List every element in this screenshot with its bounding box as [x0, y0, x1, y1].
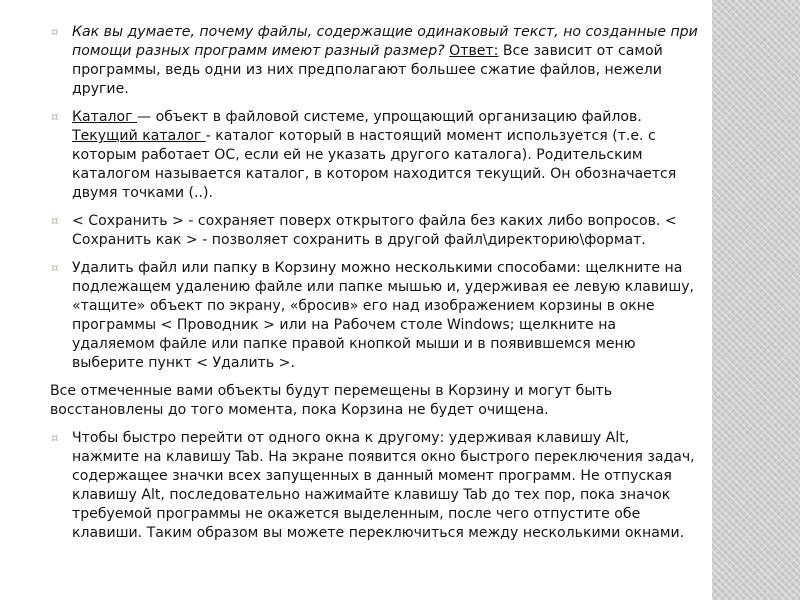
paragraph-3 [50, 212, 700, 250]
paragraph-6 [50, 429, 700, 543]
bullet-icon: ¤ [51, 110, 59, 124]
paragraph-2 [50, 108, 700, 203]
paragraph-text: Все зависит от самой программы, ведь одни из них предполагают большее сжатие файлов, нежели другие. [72, 43, 663, 97]
paragraph-1 [50, 23, 700, 99]
paragraph-text: - каталог который в настоящий момент используется (т.е. с которым работает ОС, если ей не указать другого каталога). Родительским каталогом называется каталог, в котором находится текущий. Он обозначается двумя точками (..). [72, 128, 677, 201]
term-underlined: Ответ: [449, 43, 499, 59]
paragraph-5 [50, 382, 700, 420]
paragraph-text: Удалить файл или папку в Корзину можно несколькими способами: щелкните на подлежащем удалению файле или папке мышью и, удерживая ее левую клавишу, «тащите» объект по экрану, «бросив» его над изображением корзины в окне программы < Проводник > или на Рабочем столе Windows; щелкните на удаляемом файле или папке правой кнопкой мыши и в появившемся меню выберите пункт < Удалить >. [72, 260, 695, 371]
paragraph-text: < Сохранить > - сохраняет поверх открытого файла без каких либо вопросов. < Сохранить как > - позволяет сохранить в другой файл\директорию\формат. [72, 213, 677, 248]
term-underlined: Каталог [72, 109, 138, 125]
bullet-icon: ¤ [51, 261, 59, 275]
decorative-side-band [712, 0, 800, 600]
paragraph-text: Все отмеченные вами объекты будут перемещены в Корзину и могут быть восстановлены до того момента, пока Корзина не будет очищена. [50, 383, 612, 418]
paragraph-4 [50, 259, 700, 373]
question-text: Как вы думаете, почему файлы, содержащие одинаковый текст, но созданные при помощи разных программ имеют разный размер? [72, 24, 698, 59]
bullet-icon: ¤ [51, 214, 59, 228]
paragraph-text: — объект в файловой системе, упрощающий организацию файлов. [137, 109, 642, 125]
paragraph-text: Чтобы быстро перейти от одного окна к другому: удерживая клавишу Alt, нажмите на клавишу Tab. На экране появится окно быстрого переключения задач, содержащее значки всех запущенных в данный момент программ. Не отпуская клавишу Alt, последовательно нажимайте клавишу Tab до тех пор, пока значок требуемой программы не окажется выделенным, после чего отпустите обе клавиши. Таким образом вы можете переключиться между несколькими окнами. [72, 430, 695, 541]
term-underlined: Текущий каталог [72, 128, 206, 144]
bullet-icon: ¤ [51, 25, 59, 39]
slide-body [50, 23, 700, 552]
bullet-icon: ¤ [51, 431, 59, 445]
